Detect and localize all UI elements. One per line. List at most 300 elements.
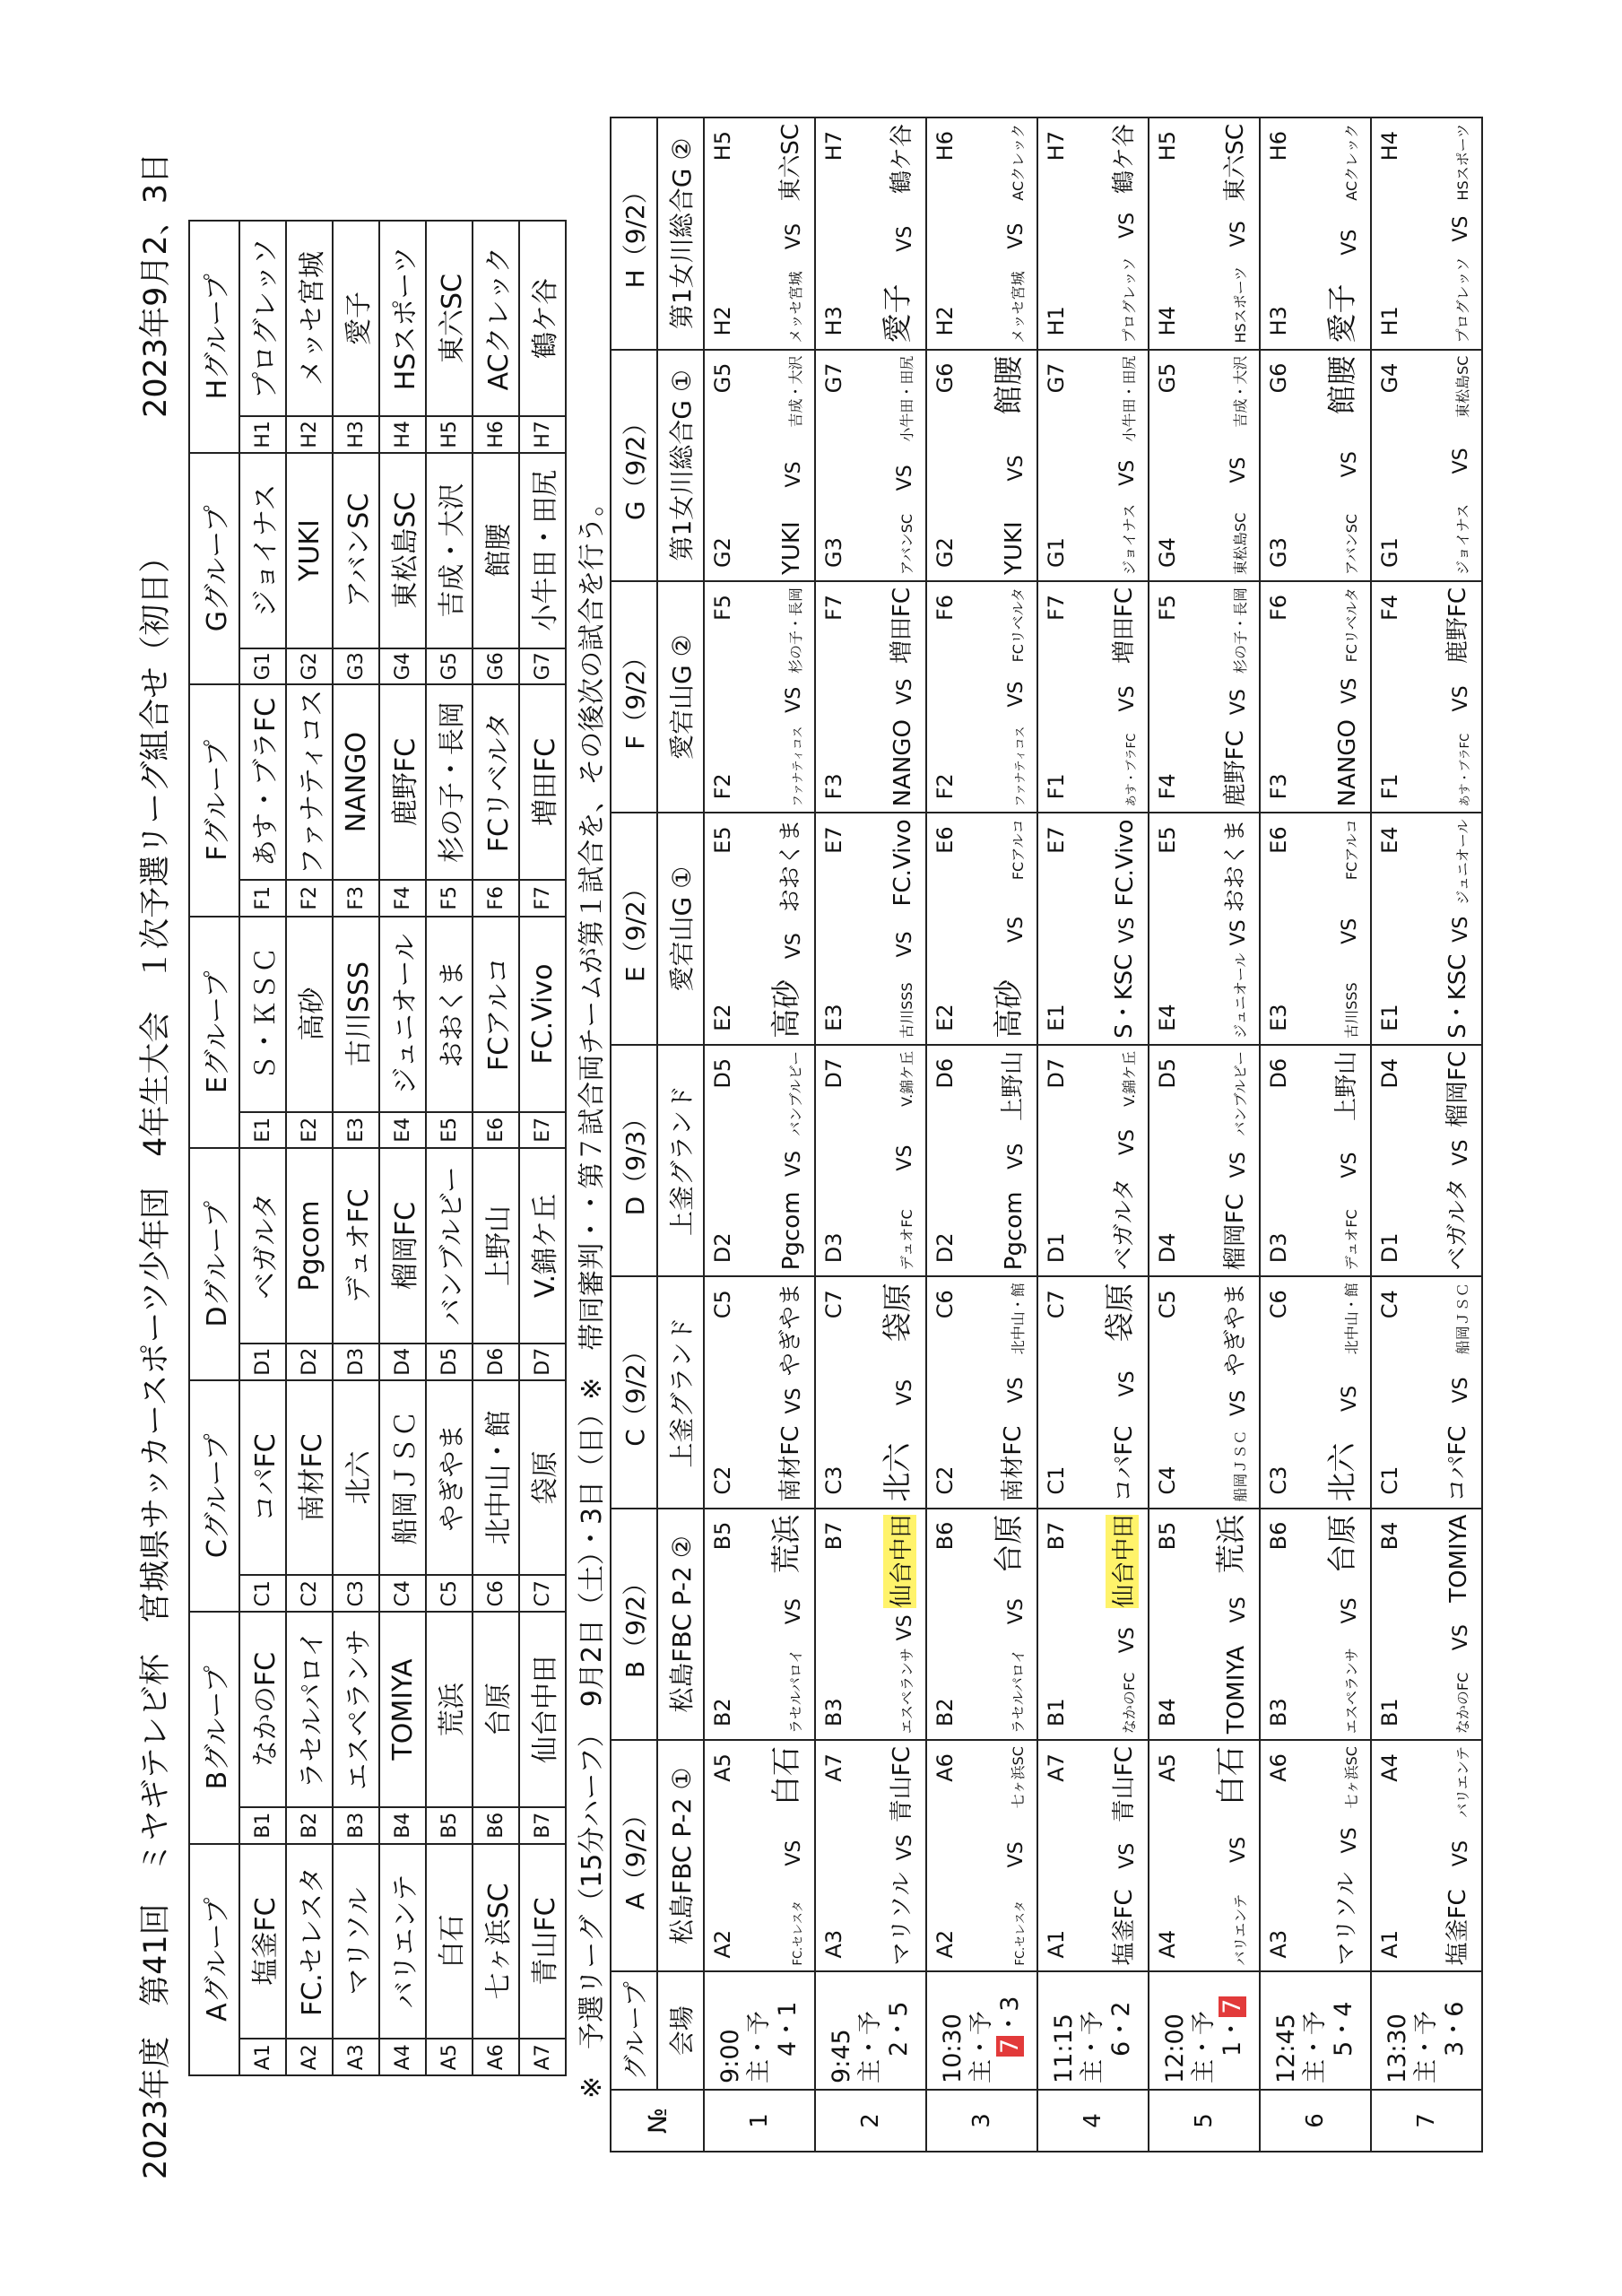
match-row — [1149, 117, 1260, 2152]
match-line — [763, 1746, 805, 1965]
team-code: F1 — [239, 880, 286, 917]
team-name: 杉の子・長岡 — [426, 684, 473, 880]
match-codes — [710, 1753, 735, 1958]
away-team: 館腰 — [991, 355, 1026, 415]
away-code: G4 — [1377, 362, 1402, 394]
away-code: B7 — [821, 1521, 846, 1551]
away-team: 仙台中田 — [1106, 1515, 1139, 1608]
home-team: 高砂 — [768, 978, 803, 1039]
away-code: E7 — [821, 826, 846, 854]
referee-assignment: 主・予 — [967, 2010, 996, 2083]
match-line — [1439, 587, 1472, 806]
team-name: ジョイナス — [239, 453, 286, 648]
away-code: D7 — [1044, 1057, 1069, 1089]
away-team: 小牛田・田尻 — [1121, 355, 1138, 442]
team-name: マリソル — [333, 1844, 379, 2039]
time-cell — [815, 1972, 926, 2090]
time-cell — [1037, 1972, 1149, 2090]
away-code: B5 — [710, 1521, 735, 1551]
home-code: G4 — [1155, 537, 1180, 568]
match-codes — [1044, 1058, 1069, 1263]
team-code: H7 — [519, 416, 566, 453]
home-code: G1 — [1377, 537, 1402, 568]
home-team: HSスポーツ — [1232, 265, 1249, 344]
vs-label: VS — [783, 1387, 805, 1414]
home-team: YUKI — [778, 521, 805, 575]
match-line — [985, 819, 1028, 1038]
match-codes — [1044, 595, 1069, 799]
home-team: 高砂 — [991, 978, 1026, 1039]
cup-name: ミヤギテレビ杯 — [138, 1654, 174, 1874]
away-team: 白石 — [768, 1746, 803, 1806]
away-team: 東六SC — [777, 124, 804, 202]
home-code: A1 — [1044, 1929, 1069, 1959]
match-cell — [1371, 1740, 1482, 1971]
separator: ・ — [773, 2016, 802, 2041]
home-team: ラセルパロイ — [787, 1648, 804, 1735]
column-venue: 松島FBC P-2 ① — [657, 1740, 704, 1971]
kickoff-time: 11:15 — [1050, 2013, 1079, 2083]
away-code: F6 — [1266, 594, 1291, 622]
away-team: おおくま — [1222, 819, 1249, 913]
match-cell — [1371, 1276, 1482, 1508]
team-name: 小牛田・田尻 — [519, 453, 566, 648]
team-code: C5 — [426, 1575, 473, 1612]
group-row — [426, 221, 473, 2075]
match-number: 4 — [1037, 2090, 1149, 2152]
home-code: B3 — [821, 1698, 846, 1727]
match-codes — [1377, 1522, 1402, 1726]
away-team: ACクレック — [1343, 124, 1360, 201]
team-code: B6 — [473, 1807, 519, 1844]
referee-teams — [1441, 1973, 1470, 2083]
vs-label: VS — [1339, 451, 1361, 478]
home-team: 北六 — [1324, 1442, 1359, 1502]
year: 2023年度 — [138, 2036, 174, 2179]
away-code: H7 — [1044, 131, 1069, 161]
match-line — [1217, 587, 1250, 806]
home-code: E4 — [1155, 1004, 1180, 1031]
match-line — [1106, 819, 1139, 1038]
match-cell — [704, 581, 815, 813]
match-codes — [821, 131, 846, 336]
match-line — [1319, 1515, 1361, 1734]
away-code: B5 — [1155, 1521, 1180, 1551]
match-codes — [1266, 1753, 1291, 1958]
away-code: E6 — [932, 826, 958, 854]
column-group: H（9/2） — [611, 117, 657, 350]
home-team: 東松島SC — [1232, 512, 1249, 575]
match-line — [772, 124, 805, 344]
column-group: A（9/2） — [611, 1740, 657, 1971]
match-line — [1319, 356, 1361, 575]
vs-label: VS — [1450, 1840, 1472, 1867]
home-team: デュオFC — [898, 1209, 915, 1271]
away-team: ACクレック — [1010, 124, 1027, 201]
away-code: D5 — [710, 1057, 735, 1089]
home-team: NANGO — [1334, 719, 1361, 807]
referee-team: 3 — [1440, 2040, 1469, 2057]
match-cell — [1371, 1045, 1482, 1276]
referee-team: 3 — [995, 1996, 1024, 2012]
vs-label: VS — [1339, 1152, 1361, 1178]
home-team: デュオFC — [1343, 1209, 1360, 1271]
home-code: B1 — [1377, 1698, 1402, 1727]
match-line — [889, 819, 916, 1038]
team-code: D5 — [426, 1344, 473, 1380]
home-code: B1 — [1044, 1698, 1069, 1727]
team-name: Ｓ・ＫＳＣ — [239, 917, 286, 1112]
away-team: FC.Vivo — [889, 819, 916, 907]
match-cell — [926, 350, 1037, 581]
vs-label: VS — [1005, 916, 1028, 943]
home-team: S・KSC — [1444, 953, 1471, 1039]
away-code: F4 — [1377, 594, 1402, 622]
match-cell — [704, 1045, 815, 1276]
column-group: C（9/2） — [611, 1276, 657, 1508]
match-cell — [1260, 350, 1371, 581]
home-code: D3 — [821, 1232, 846, 1264]
column-group: G（9/2） — [611, 350, 657, 581]
match-cell — [704, 117, 815, 350]
home-team: 愛子 — [880, 283, 915, 344]
team-code: E7 — [519, 1112, 566, 1149]
home-code: F1 — [1044, 773, 1069, 800]
match-cell — [926, 117, 1037, 350]
match-row — [1037, 117, 1149, 2152]
away-team: 白石 — [1213, 1746, 1248, 1806]
away-team: HSスポーツ — [1454, 124, 1471, 201]
match-line — [883, 1515, 916, 1734]
match-line — [1334, 587, 1361, 806]
match-cell — [704, 1276, 815, 1508]
home-team: 南材FC — [777, 1425, 804, 1502]
match-line — [1439, 819, 1472, 1038]
match-cell — [815, 1509, 926, 1740]
team-code: G1 — [239, 648, 286, 685]
team-code: C6 — [473, 1575, 519, 1612]
match-codes — [1377, 1753, 1402, 1958]
match-codes — [1155, 1753, 1180, 1958]
match-cell — [1260, 1045, 1371, 1276]
team-code: D3 — [333, 1344, 379, 1380]
team-code: H1 — [239, 416, 286, 453]
away-team: 袋原 — [880, 1283, 915, 1343]
column-group: D（9/3） — [611, 1045, 657, 1276]
match-codes — [710, 1058, 735, 1263]
home-team: FC.セレスタ — [1014, 1900, 1028, 1966]
match-codes — [1266, 1522, 1291, 1726]
home-team: あす・ブラFC — [1125, 733, 1139, 807]
home-code: C2 — [932, 1465, 958, 1495]
vs-label: VS — [1005, 1377, 1028, 1404]
away-team: FC.Vivo — [1112, 819, 1139, 907]
match-line — [874, 124, 916, 344]
match-cell — [926, 1740, 1037, 1971]
team-code: H6 — [473, 416, 519, 453]
match-line — [1106, 1515, 1139, 1734]
referee-assignment: 主・予 — [1301, 2010, 1330, 2083]
document-title — [131, 117, 176, 2179]
team-name: 青山FC — [519, 1844, 566, 2039]
team-code: H4 — [379, 416, 426, 453]
referee-assignment: 主・予 — [1079, 2010, 1107, 2083]
team-code: G5 — [426, 648, 473, 685]
away-code: B6 — [932, 1521, 958, 1551]
home-code: A2 — [710, 1929, 735, 1959]
match-row — [815, 117, 926, 2152]
home-code: D2 — [932, 1232, 958, 1264]
column-group: E（9/2） — [611, 813, 657, 1044]
match-line — [894, 356, 916, 575]
team-name: なかのFC — [239, 1612, 286, 1807]
match-codes — [932, 131, 958, 336]
away-code: A6 — [932, 1753, 958, 1782]
match-codes — [821, 1522, 846, 1726]
referee-teams — [1219, 1973, 1247, 2083]
match-codes — [1155, 1290, 1180, 1494]
home-code: E1 — [1044, 1004, 1069, 1031]
away-code: D6 — [1266, 1057, 1291, 1089]
number-header: № — [611, 2090, 704, 2152]
vs-label: VS — [894, 465, 916, 491]
home-team: エスペランサ — [1343, 1648, 1360, 1735]
match-line — [763, 1515, 805, 1734]
match-row — [926, 117, 1037, 2152]
team-name: HSスポーツ — [379, 221, 426, 416]
away-code: A7 — [821, 1753, 846, 1782]
match-cell — [1037, 117, 1149, 350]
vs-label: VS — [783, 933, 805, 960]
home-team: YUKI — [1001, 521, 1028, 575]
vs-label: VS — [1227, 1836, 1250, 1863]
away-code: A4 — [1377, 1753, 1402, 1782]
team-code: A2 — [286, 2039, 333, 2075]
team-name: 荒浜 — [426, 1612, 473, 1807]
vs-label: VS — [1005, 681, 1028, 708]
match-codes — [710, 131, 735, 336]
match-line — [1319, 124, 1361, 344]
schedule-header-venue — [657, 117, 704, 2152]
home-team: 塩釜FC — [1111, 1889, 1138, 1966]
match-cell — [1371, 1509, 1482, 1740]
match-cell — [1371, 117, 1482, 350]
vs-label: VS — [894, 1834, 916, 1861]
vs-label: VS — [1227, 457, 1250, 483]
vs-label: VS — [1227, 1152, 1250, 1178]
column-group: B（9/2） — [611, 1509, 657, 1740]
match-cell — [1149, 813, 1260, 1044]
match-cell — [1037, 813, 1149, 1044]
home-team: ベガルタ — [1111, 1178, 1138, 1271]
team-code: F3 — [333, 880, 379, 917]
away-team: 鶴ケ谷 — [889, 124, 915, 195]
team-name: 白石 — [426, 1844, 473, 2039]
home-code: F3 — [1266, 773, 1291, 800]
match-codes — [1044, 363, 1069, 568]
kickoff-time: 10:30 — [939, 2013, 967, 2083]
match-cell — [926, 1509, 1037, 1740]
match-line — [772, 1283, 805, 1501]
away-team: やぎやま — [777, 1283, 804, 1377]
team-name: 吉成・大沢 — [426, 453, 473, 648]
match-cell — [1149, 1276, 1260, 1508]
match-codes — [710, 1290, 735, 1494]
kickoff-time: 12:45 — [1272, 2013, 1301, 2083]
home-team: Pgcom — [778, 1191, 805, 1271]
match-cell — [815, 813, 926, 1044]
home-team: ベガルタ — [1444, 1178, 1471, 1271]
home-team: コパFC — [1111, 1425, 1138, 1502]
team-code: E2 — [286, 1112, 333, 1149]
team-name: メッセ宮城 — [286, 221, 333, 416]
away-team: バンブルビー — [1232, 1050, 1249, 1136]
away-team: 上野山 — [1000, 1050, 1027, 1121]
team-code: H3 — [333, 416, 379, 453]
team-code: C2 — [286, 1575, 333, 1612]
match-line — [1319, 1283, 1361, 1501]
match-line — [778, 356, 805, 575]
team-code: H5 — [426, 416, 473, 453]
away-code: H4 — [1377, 131, 1402, 161]
match-number: 5 — [1149, 2090, 1260, 2152]
home-code: H1 — [1044, 306, 1069, 336]
group-row — [473, 221, 519, 2075]
kickoff-time: 9:00 — [716, 2029, 745, 2083]
away-code: G6 — [932, 362, 958, 394]
away-code: E4 — [1377, 826, 1402, 854]
team-name: ACクレック — [473, 221, 519, 416]
match-codes — [1155, 826, 1180, 1031]
team-code: F2 — [286, 880, 333, 917]
referee-team: 1 — [1218, 2040, 1246, 2057]
home-code: G3 — [1266, 537, 1291, 568]
away-code: F6 — [932, 594, 958, 622]
vs-label: VS — [1227, 1389, 1250, 1416]
referee-team: 6 — [1106, 2040, 1135, 2057]
team-code: E5 — [426, 1112, 473, 1149]
match-codes — [1044, 1753, 1069, 1958]
team-name: デュオFC — [333, 1148, 379, 1344]
team-name: やぎやま — [426, 1380, 473, 1576]
team-name: 仙台中田 — [519, 1612, 566, 1807]
vs-label: VS — [1005, 222, 1028, 249]
away-team: バンブルビー — [787, 1050, 804, 1136]
referee-team: 5 — [884, 2001, 913, 2017]
away-code: C5 — [1155, 1290, 1180, 1319]
vs-label: VS — [1116, 212, 1139, 239]
match-codes — [1266, 1058, 1291, 1263]
vs-label: VS — [1227, 1596, 1250, 1623]
home-team: FC.セレスタ — [792, 1900, 805, 1966]
home-code: E2 — [932, 1004, 958, 1031]
home-code: H4 — [1155, 306, 1180, 336]
match-number: 2 — [815, 2090, 926, 2152]
away-team: FCリベルタ — [1010, 587, 1027, 663]
match-codes — [710, 363, 735, 568]
home-team: あす・ブラFC — [1459, 733, 1472, 807]
match-codes — [932, 1058, 958, 1263]
referee-assignment: 主・予 — [1412, 2010, 1441, 2083]
team-name: 館腰 — [473, 453, 519, 648]
home-team: 船岡ＪＳＣ — [1232, 1430, 1249, 1502]
match-cell — [1149, 350, 1260, 581]
team-code: B5 — [426, 1807, 473, 1844]
kickoff-time: 9:45 — [828, 2029, 856, 2083]
team-code: A5 — [426, 2039, 473, 2075]
home-team: メッセ宮城 — [1010, 271, 1027, 344]
match-cell — [926, 1276, 1037, 1508]
referee-team-marked: 7 — [1219, 1996, 1246, 2017]
match-line — [1005, 587, 1028, 806]
home-code: F1 — [1377, 773, 1402, 800]
team-code: B2 — [286, 1807, 333, 1844]
match-codes — [1155, 131, 1180, 336]
away-team: V.錦ケ丘 — [898, 1050, 915, 1107]
referee-team: 6 — [1440, 2001, 1469, 2017]
home-code: A3 — [1266, 1929, 1291, 1959]
away-team: 北中山・館 — [1343, 1283, 1360, 1355]
group-header: Bグループ — [189, 1612, 239, 1843]
home-code: C2 — [710, 1465, 735, 1495]
match-cell — [1371, 813, 1482, 1044]
away-team: 杉の子・長岡 — [787, 587, 804, 674]
away-code: G7 — [1044, 362, 1069, 394]
home-team: メッセ宮城 — [787, 271, 804, 344]
match-codes — [1377, 1058, 1402, 1263]
group-header: Dグループ — [189, 1148, 239, 1379]
match-line — [778, 1051, 805, 1270]
away-code: E7 — [1044, 826, 1069, 854]
away-team: 吉成・大沢 — [787, 355, 804, 428]
match-line — [1328, 1746, 1361, 1965]
match-codes — [821, 1058, 846, 1263]
away-team: 上野山 — [1333, 1050, 1360, 1121]
team-code: E3 — [333, 1112, 379, 1149]
team-code: A3 — [333, 2039, 379, 2075]
match-cell — [1260, 1276, 1371, 1508]
match-codes — [1266, 363, 1291, 568]
home-code: B3 — [1266, 1698, 1291, 1727]
event-dates: 2023年9月2、3日 — [138, 152, 174, 418]
match-codes — [932, 363, 958, 568]
column-venue: 第1女川総合G ① — [657, 350, 704, 581]
match-codes — [1044, 826, 1069, 1031]
home-team: プログレッソ — [1121, 257, 1138, 344]
referee-teams — [1107, 1973, 1136, 2083]
vs-label: VS — [783, 1151, 805, 1178]
home-team: ジュニオール — [1232, 952, 1249, 1039]
team-name: アバンSC — [333, 453, 379, 648]
vs-label: VS — [1450, 448, 1472, 474]
vs-label: VS — [1450, 685, 1472, 712]
group-header: Fグループ — [189, 684, 239, 916]
match-codes — [932, 826, 958, 1031]
organizer: 宮城県サッカースポーツ少年団 — [138, 1187, 174, 1624]
home-code: E3 — [821, 1004, 846, 1031]
away-code: G7 — [821, 362, 846, 394]
away-code: A7 — [1044, 1753, 1069, 1782]
home-team: バリエンテ — [1232, 1893, 1249, 1966]
team-name: 榴岡FC — [379, 1148, 426, 1344]
match-codes — [1377, 595, 1402, 799]
away-code: F5 — [1155, 594, 1180, 622]
group-header: Aグループ — [189, 1844, 239, 2075]
away-code: E6 — [1266, 826, 1291, 854]
team-name: 七ヶ浜SC — [473, 1844, 519, 2039]
team-name: 南材FC — [286, 1380, 333, 1576]
column-venue: 上釜グランド — [657, 1276, 704, 1508]
